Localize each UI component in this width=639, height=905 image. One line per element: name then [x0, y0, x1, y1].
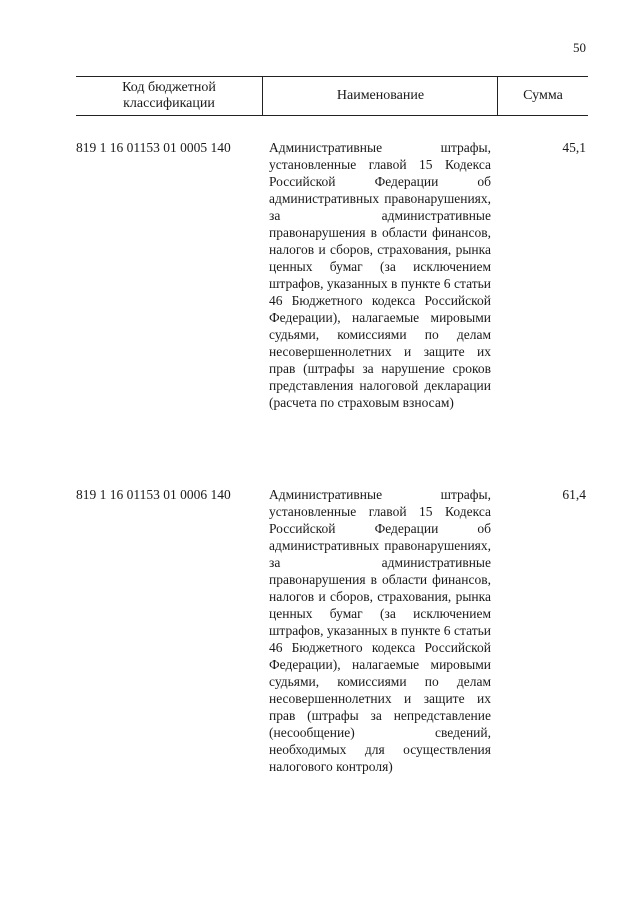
page-number: 50: [573, 40, 586, 55]
header-code: Код бюджетной классификации: [76, 77, 263, 115]
row-sum: 61,4: [562, 487, 586, 502]
row-name: Административные штрафы, установленные главой 15 Кодекса Российской Федерации об административных правонарушениях, за административные правонарушения в области финансов, налогов и сборов, страхования, рынка ценных бумаг (за исключением штрафов, указанных в пункте 6 статьи 46 Бюджетного кодекса Российской Федерации), налагаемые мировыми судьями, комиссиями по делам несовершеннолетних и защите их прав (штрафы за непредставление (несообщение) сведений, необходимых для осуществления налогового контроля): [269, 487, 491, 774]
row-name: Административные штрафы, установленные главой 15 Кодекса Российской Федерации об административных правонарушениях, за административные правонарушения в области финансов, налогов и сборов, страхования, рынка ценных бумаг (за исключением штрафов, указанных в пункте 6 статьи 46 Бюджетного кодекса Российской Федерации), налагаемые мировыми судьями, комиссиями по делам несовершеннолетних и защите их прав (штрафы за нарушение сроков представления налоговой декларации (расчета по страховым взносам): [269, 140, 491, 410]
row-code: 819 1 16 01153 01 0006 140: [76, 487, 231, 502]
header-name: Наименование: [264, 77, 498, 115]
row-sum: 45,1: [562, 140, 586, 155]
table-header: [76, 76, 588, 116]
header-sum: Сумма: [523, 88, 563, 103]
row-code: 819 1 16 01153 01 0005 140: [76, 140, 231, 155]
